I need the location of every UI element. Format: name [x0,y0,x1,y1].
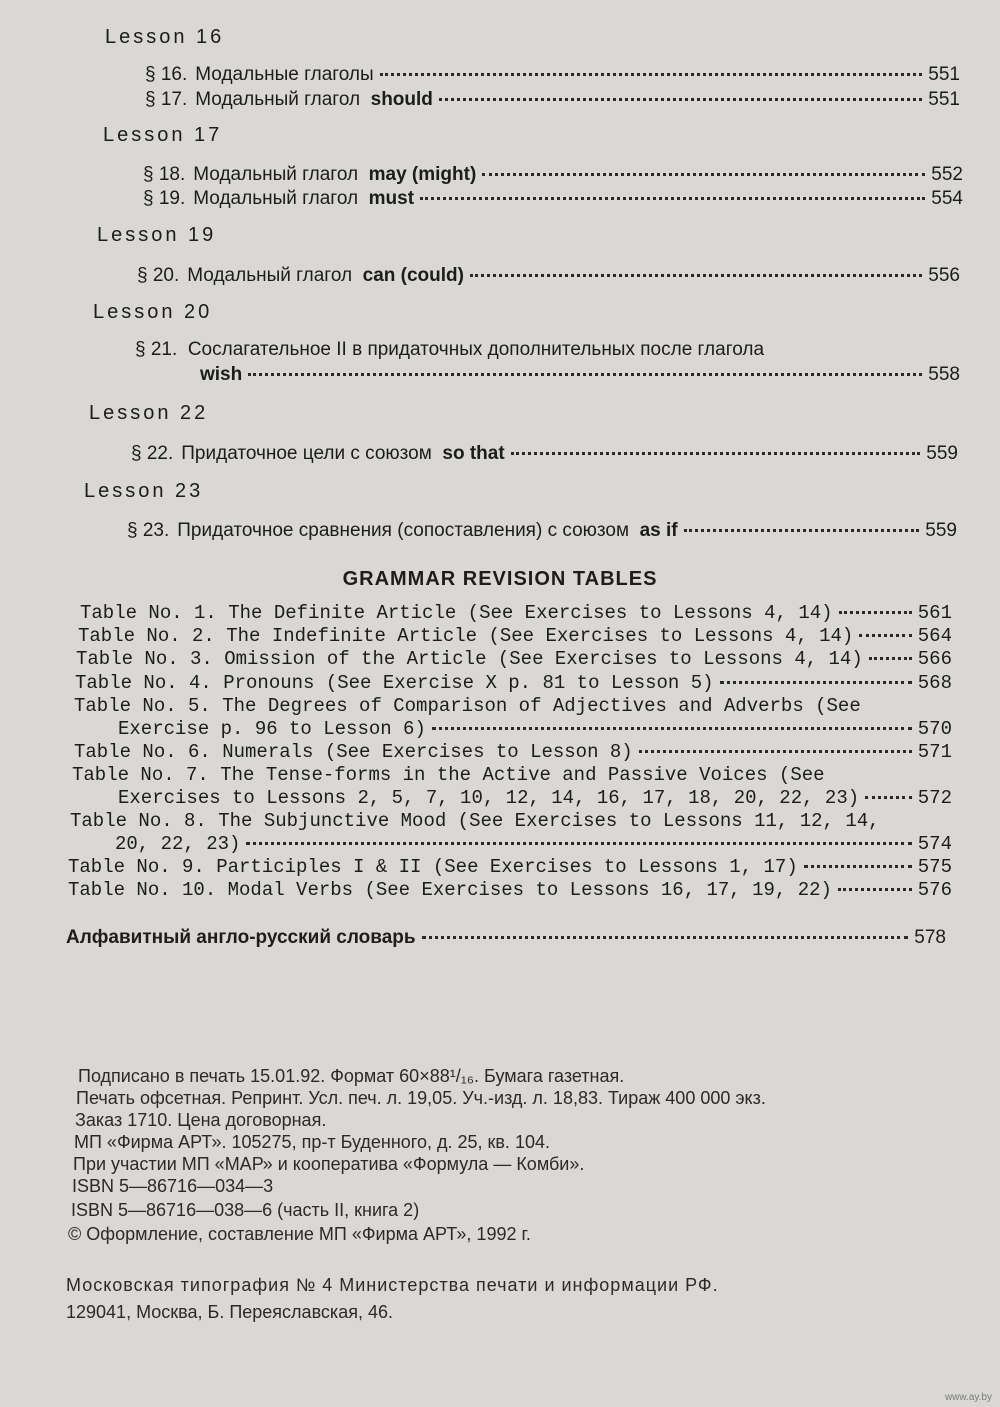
page-number: 556 [928,265,960,286]
entry-keyword: as if [639,520,678,541]
entry-title: Придаточное цели с союзом so that [181,443,505,464]
page-number: 566 [917,648,952,670]
dot-leader [869,657,912,660]
toc-entry-title-line [135,339,925,361]
dot-leader [246,842,911,845]
lesson-heading: Lesson 23 [84,480,204,502]
dot-leader [470,274,922,277]
page-number: 574 [917,833,952,855]
page-number: 570 [917,718,952,740]
page-number: 551 [928,64,960,85]
printer-line: 129041, Москва, Б. Переяславская, 46. [66,1302,393,1322]
dot-leader [684,529,920,532]
dot-leader [804,865,912,868]
dot-leader [248,373,922,376]
entry-keyword: may (might) [368,164,477,185]
dot-leader [639,750,912,753]
page-number: 572 [917,787,952,809]
dot-leader [511,452,921,455]
table-title: Table No. 1. The Definite Article (See Exercises to Lessons 4, 14) [80,602,833,624]
table-entry[interactable] [115,833,952,855]
dot-leader [838,888,912,891]
printer-line: Московская типография № 4 Министерства печати и информации РФ. [66,1275,719,1295]
table-entry[interactable] [74,741,952,763]
page-number: 575 [917,856,952,878]
table-entry[interactable] [68,856,952,878]
entry-title: Придаточное сравнения (сопоставления) с союзом as if [177,520,678,541]
dot-leader [439,98,922,101]
section-heading: GRAMMAR REVISION TABLES [342,568,658,590]
table-entry[interactable] [118,787,952,809]
imprint-line: Подписано в печать 15.01.92. Формат 60×88¹/₁₆. Бумага газетная. [78,1066,625,1086]
watermark: www.ay.by [944,1392,992,1403]
dot-leader [720,681,912,684]
page-number: 564 [917,625,952,647]
toc-entry[interactable] [143,188,963,210]
entry-title: Модальный глагол can (could) [187,265,464,286]
entry-keyword: should [370,89,433,110]
toc-entry[interactable] [137,265,960,287]
page-number: 551 [928,89,960,110]
toc-entry[interactable] [200,364,960,386]
lesson-heading: Lesson 19 [97,224,217,246]
imprint-line: © Оформление, составление МП «Фирма АРТ», 1992 г. [68,1224,531,1244]
lesson-heading: Lesson 17 [103,124,223,146]
toc-entry[interactable] [145,89,960,111]
page-number: 576 [917,879,952,901]
toc-entry[interactable] [143,164,963,186]
entry-keyword: wish [200,364,243,385]
table-title: 20, 22, 23) [115,833,241,855]
table-title-line: Table No. 7. The Tense-forms in the Active and Passive Voices (See [72,764,825,786]
page-number: 571 [917,741,952,763]
table-title-line: Table No. 5. The Degrees of Comparison of Adjectives and Adverbs (See [74,695,861,717]
lesson-heading: Lesson 16 [105,26,225,48]
dot-leader [859,634,911,637]
entry-keyword: can (could) [362,265,464,286]
dictionary-title: Алфавитный англо-русский словарь [66,927,416,948]
table-title: Table No. 9. Participles I & II (See Exercises to Lessons 1, 17) [68,856,798,878]
imprint-line: Заказ 1710. Цена договорная. [75,1110,327,1130]
section-mark: § 22. [131,443,174,464]
table-entry[interactable] [78,625,952,647]
entry-title: Модальный глагол may (might) [193,164,477,185]
table-entry[interactable] [75,672,952,694]
section-mark: § 23. [127,520,170,541]
entry-title: Модальный глагол should [195,89,433,110]
dot-leader [380,73,923,76]
section-mark: § 18. [143,164,186,185]
dot-leader [839,611,912,614]
imprint-line: При участии МП «МАР» и кооператива «Формула — Комби». [73,1154,585,1174]
page-number: 552 [931,164,963,185]
section-mark: § 21. [135,339,178,360]
imprint-line: МП «Фирма АРТ». 105275, пр-т Буденного, д. 25, кв. 104. [74,1132,550,1152]
table-entry[interactable] [76,648,952,670]
table-title: Table No. 6. Numerals (See Exercises to Lesson 8) [74,741,633,763]
table-title: Table No. 2. The Indefinite Article (See Exercises to Lessons 4, 14) [78,625,854,647]
entry-title: Модальные глаголы [195,64,374,85]
toc-entry[interactable] [131,443,958,465]
page-number: 568 [917,672,952,694]
imprint-line: ISBN 5—86716—034—3 [72,1176,274,1196]
dot-leader [482,173,925,176]
entry-keyword: so that [442,443,505,464]
dot-leader [432,727,912,730]
page-number: 558 [928,364,960,385]
page-number: 578 [914,927,946,948]
table-title: Table No. 3. Omission of the Article (See Exercises to Lessons 4, 14) [76,648,863,670]
entry-title: Модальный глагол must [193,188,415,209]
page-number: 559 [925,520,957,541]
toc-entry[interactable] [145,64,960,86]
dot-leader [422,936,909,939]
page-number: 554 [931,188,963,209]
page-number: 561 [917,602,952,624]
table-title: Table No. 10. Modal Verbs (See Exercises to Lessons 16, 17, 19, 22) [68,879,832,901]
lesson-heading: Lesson 20 [93,301,213,323]
dot-leader [865,796,912,799]
table-entry[interactable] [80,602,952,624]
imprint-line: Печать офсетная. Репринт. Усл. печ. л. 19,05. Уч.-изд. л. 18,83. Тираж 400 000 экз. [76,1088,766,1108]
section-mark: § 19. [143,188,186,209]
entry-keyword: must [368,188,415,209]
table-title: Exercises to Lessons 2, 5, 7, 10, 12, 14, 16, 17, 18, 20, 22, 23) [118,787,860,809]
table-title: Table No. 4. Pronouns (See Exercise X p. 81 to Lesson 5) [75,672,714,694]
toc-entry[interactable] [127,520,957,542]
entry-title: Сослагательное II в придаточных дополнительных после глагола [187,339,765,360]
table-entry[interactable] [68,879,952,901]
page-number: 559 [926,443,958,464]
table-title-line: Table No. 8. The Subjunctive Mood (See Exercises to Lessons 11, 12, 14, [70,810,880,832]
dictionary-entry[interactable] [66,927,946,949]
imprint-line: ISBN 5—86716—038—6 (часть II, книга 2) [71,1200,420,1220]
lesson-heading: Lesson 22 [89,402,209,424]
section-mark: § 16. [145,64,188,85]
table-entry[interactable] [118,718,952,740]
dot-leader [420,197,925,200]
section-mark: § 17. [145,89,188,110]
section-mark: § 20. [137,265,180,286]
table-title: Exercise p. 96 to Lesson 6) [118,718,426,740]
